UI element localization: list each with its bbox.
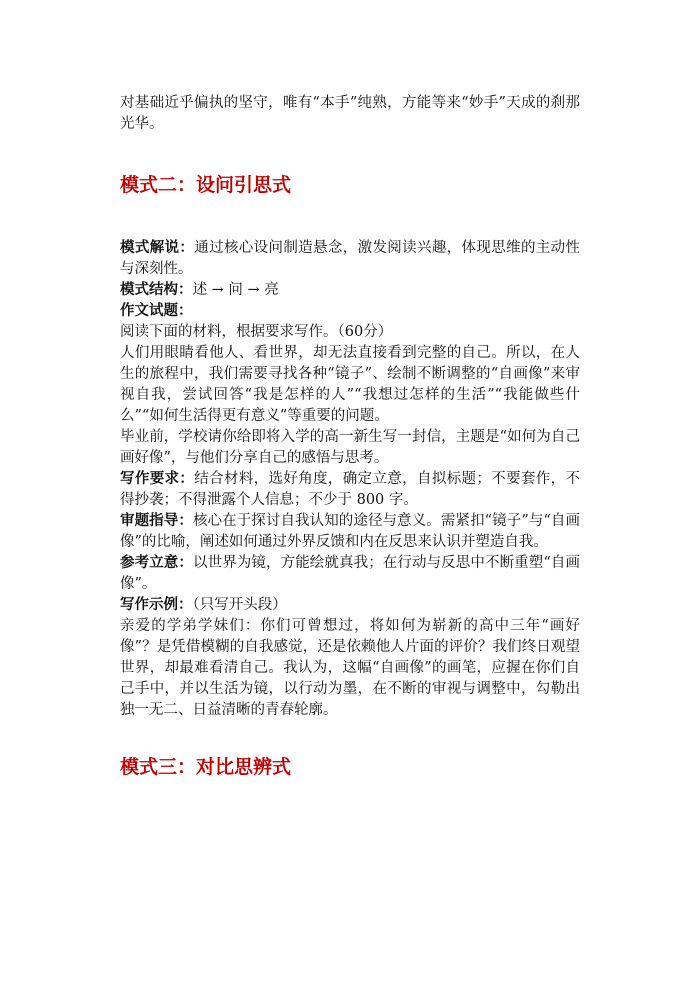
- structure-paragraph: [120, 280, 580, 301]
- requirements-label: 写作要求：: [120, 471, 195, 487]
- requirements-paragraph: [120, 469, 580, 511]
- explain-text: 通过核心设问制造悬念，激发阅读兴趣，体现思维的主动性与深刻性。: [120, 240, 580, 277]
- reference-paragraph: [120, 553, 580, 595]
- prompt-label: 作文试题：: [120, 303, 193, 319]
- prompt-label-line: [120, 301, 580, 322]
- explain-paragraph: [120, 238, 580, 280]
- example-paragraph: 亲爱的学弟学妹们：你们可曾想过，将如何为崭新的高中三年“画好像”？是凭借模糊的自我感觉，还是依赖他人片面的评价？我们终日观望世界，却最难看清自己。我认为，这幅“自画像”的画笔，应握在你们自己手中，并以生活为镜，以行动为墨，在不断的审视与调整中，勾勒出独一无二、日益清晰的青春轮廓。: [120, 618, 580, 718]
- structure-text: 述 → 问 → 亮: [192, 282, 279, 298]
- guidance-label: 审题指导：: [120, 513, 193, 529]
- structure-label: 模式结构：: [120, 282, 193, 298]
- prompt-material-2: 毕业前，学校请你给即将入学的高一新生写一封信，主题是“如何为自己画好像”，与他们分享自己的感悟与思考。: [120, 429, 580, 466]
- example-note: （只写开头段）: [192, 597, 287, 613]
- section-2-heading: 模式二：设问引思式: [120, 174, 292, 196]
- guidance-text: 核心在于探讨自我认知的途径与意义。需紧扣“镜子”与“自画像”的比喻，阐述如何通过外界反馈和内在反思来认识并塑造自我。: [120, 513, 580, 550]
- reference-label: 参考立意：: [120, 555, 193, 571]
- document-page: [120, 93, 580, 780]
- example-label-line: [120, 595, 580, 616]
- requirements-text: 结合材料，选好角度，确定立意，自拟标题；不要套作，不得抄袭；不得泄露个人信息；不少于 800 字。: [120, 471, 580, 508]
- example-label: 写作示例：: [120, 597, 193, 613]
- guidance-paragraph: [120, 511, 580, 553]
- reference-text: 以世界为镜，方能绘就真我；在行动与反思中不断重塑“自画像”。: [120, 555, 580, 592]
- intro-paragraph: 对基础近乎偏执的坚守，唯有“本手”纯熟，方能等来“妙手”天成的刹那光华。: [120, 95, 580, 132]
- explain-label: 模式解说：: [120, 240, 195, 256]
- prompt-intro: 阅读下面的材料，根据要求写作。（60分）: [120, 324, 393, 340]
- section-3-heading: 模式三：对比思辨式: [120, 756, 292, 778]
- prompt-material-1: 人们用眼睛看他人、看世界，却无法直接看到完整的自己。所以，在人生的旅程中，我们需要寻找各种“镜子”、绘制不断调整的“自画像”来审视自我，尝试回答“我是怎样的人”“我想过怎样的生活”“我能做些什么”“如何生活得更有意义”等重要的问题。: [120, 345, 580, 424]
